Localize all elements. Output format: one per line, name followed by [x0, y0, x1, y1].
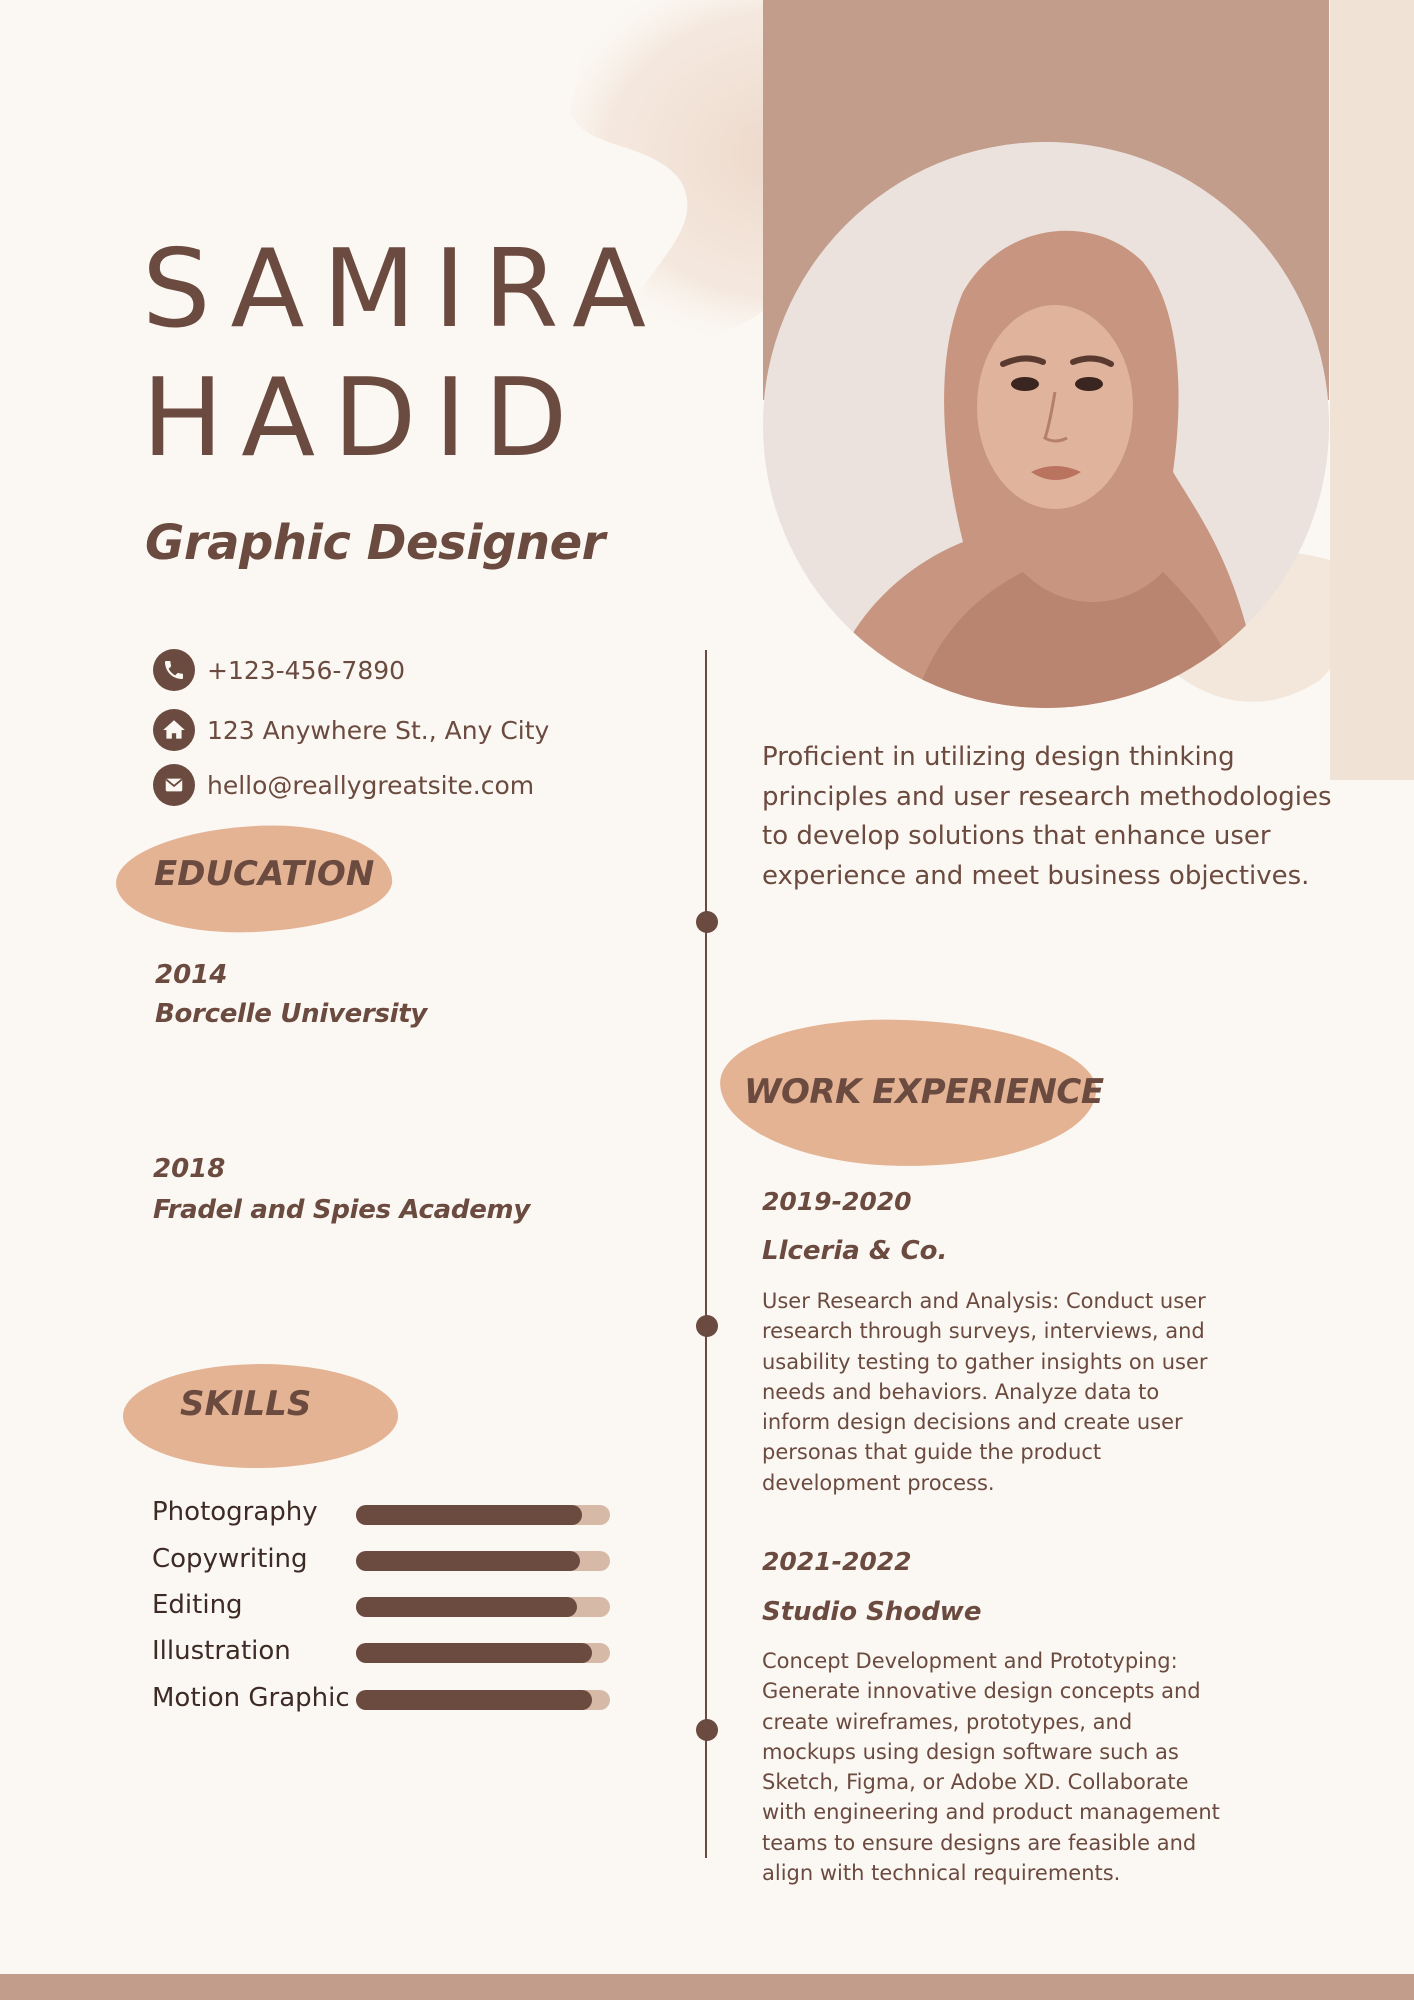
job-years: 2021-2022 — [762, 1547, 912, 1576]
last-name: HADID — [142, 356, 586, 481]
skill-bar-fill — [356, 1551, 580, 1571]
education-school: Borcelle University — [155, 999, 428, 1029]
timeline-dot — [696, 911, 718, 933]
address-text: 123 Anywhere St., Any City — [207, 715, 550, 745]
skill-label: Photography — [152, 1497, 318, 1527]
email-address[interactable]: hello@reallygreatsite.com — [207, 770, 535, 800]
education-school: Fradel and Spies Academy — [153, 1195, 530, 1225]
skill-bar-track — [356, 1643, 610, 1663]
contact-email — [153, 763, 534, 807]
profile-summary: Proficient in utilizing design thinking principles and user research methodologies to develop solutions that enhance user experience and meet business objectives. — [762, 742, 1332, 891]
skills-heading: SKILLS — [180, 1384, 312, 1424]
profile-photo — [763, 142, 1329, 708]
phone-icon — [153, 649, 195, 691]
phone-number: +123-456-7890 — [207, 655, 406, 685]
skill-bar-fill — [356, 1505, 582, 1525]
job-title: Graphic Designer — [145, 515, 605, 571]
skill-label: Illustration — [152, 1636, 291, 1666]
skill-bar-track — [356, 1505, 610, 1525]
skill-bar-fill — [356, 1690, 592, 1710]
first-name: SAMIRA — [142, 227, 665, 352]
skill-bar-track — [356, 1597, 610, 1617]
education-year: 2014 — [155, 960, 228, 990]
footer-bar — [0, 1974, 1414, 2000]
mail-icon — [153, 764, 195, 806]
skill-bar-track — [356, 1690, 610, 1710]
education-heading: EDUCATION — [154, 854, 375, 894]
right-color-band — [1330, 0, 1414, 780]
skill-label: Motion Graphic — [152, 1683, 350, 1713]
job-company: Llceria & Co. — [762, 1236, 948, 1266]
job-company: Studio Shodwe — [762, 1597, 982, 1627]
skill-label: Copywriting — [152, 1544, 308, 1574]
skill-bar-fill — [356, 1643, 592, 1663]
skill-label: Editing — [152, 1590, 243, 1620]
timeline-line — [705, 650, 707, 1858]
job-years: 2019-2020 — [762, 1187, 912, 1216]
job-description: User Research and Analysis: Conduct user research through surveys, interviews, and usability testing to gather insights on user needs and behaviors. Analyze data to inform design decisions and create user personas that guide the product development process. — [762, 1289, 1208, 1495]
work-experience-heading: WORK EXPERIENCE — [744, 1072, 1104, 1112]
contact-address — [153, 708, 549, 752]
education-year: 2018 — [153, 1154, 226, 1184]
skill-bar-fill — [356, 1597, 577, 1617]
home-icon — [153, 709, 195, 751]
timeline-dot — [696, 1315, 718, 1337]
timeline-dot — [696, 1719, 718, 1741]
skill-bar-track — [356, 1551, 610, 1571]
job-description: Concept Development and Prototyping: Generate innovative design concepts and create wireframes, prototypes, and mockups using design software such as Sketch, Figma, or Adobe XD. Collaborate with engineering and product management teams to ensure designs are feasible and align with technical requirements. — [762, 1649, 1220, 1886]
contact-phone — [153, 648, 405, 692]
